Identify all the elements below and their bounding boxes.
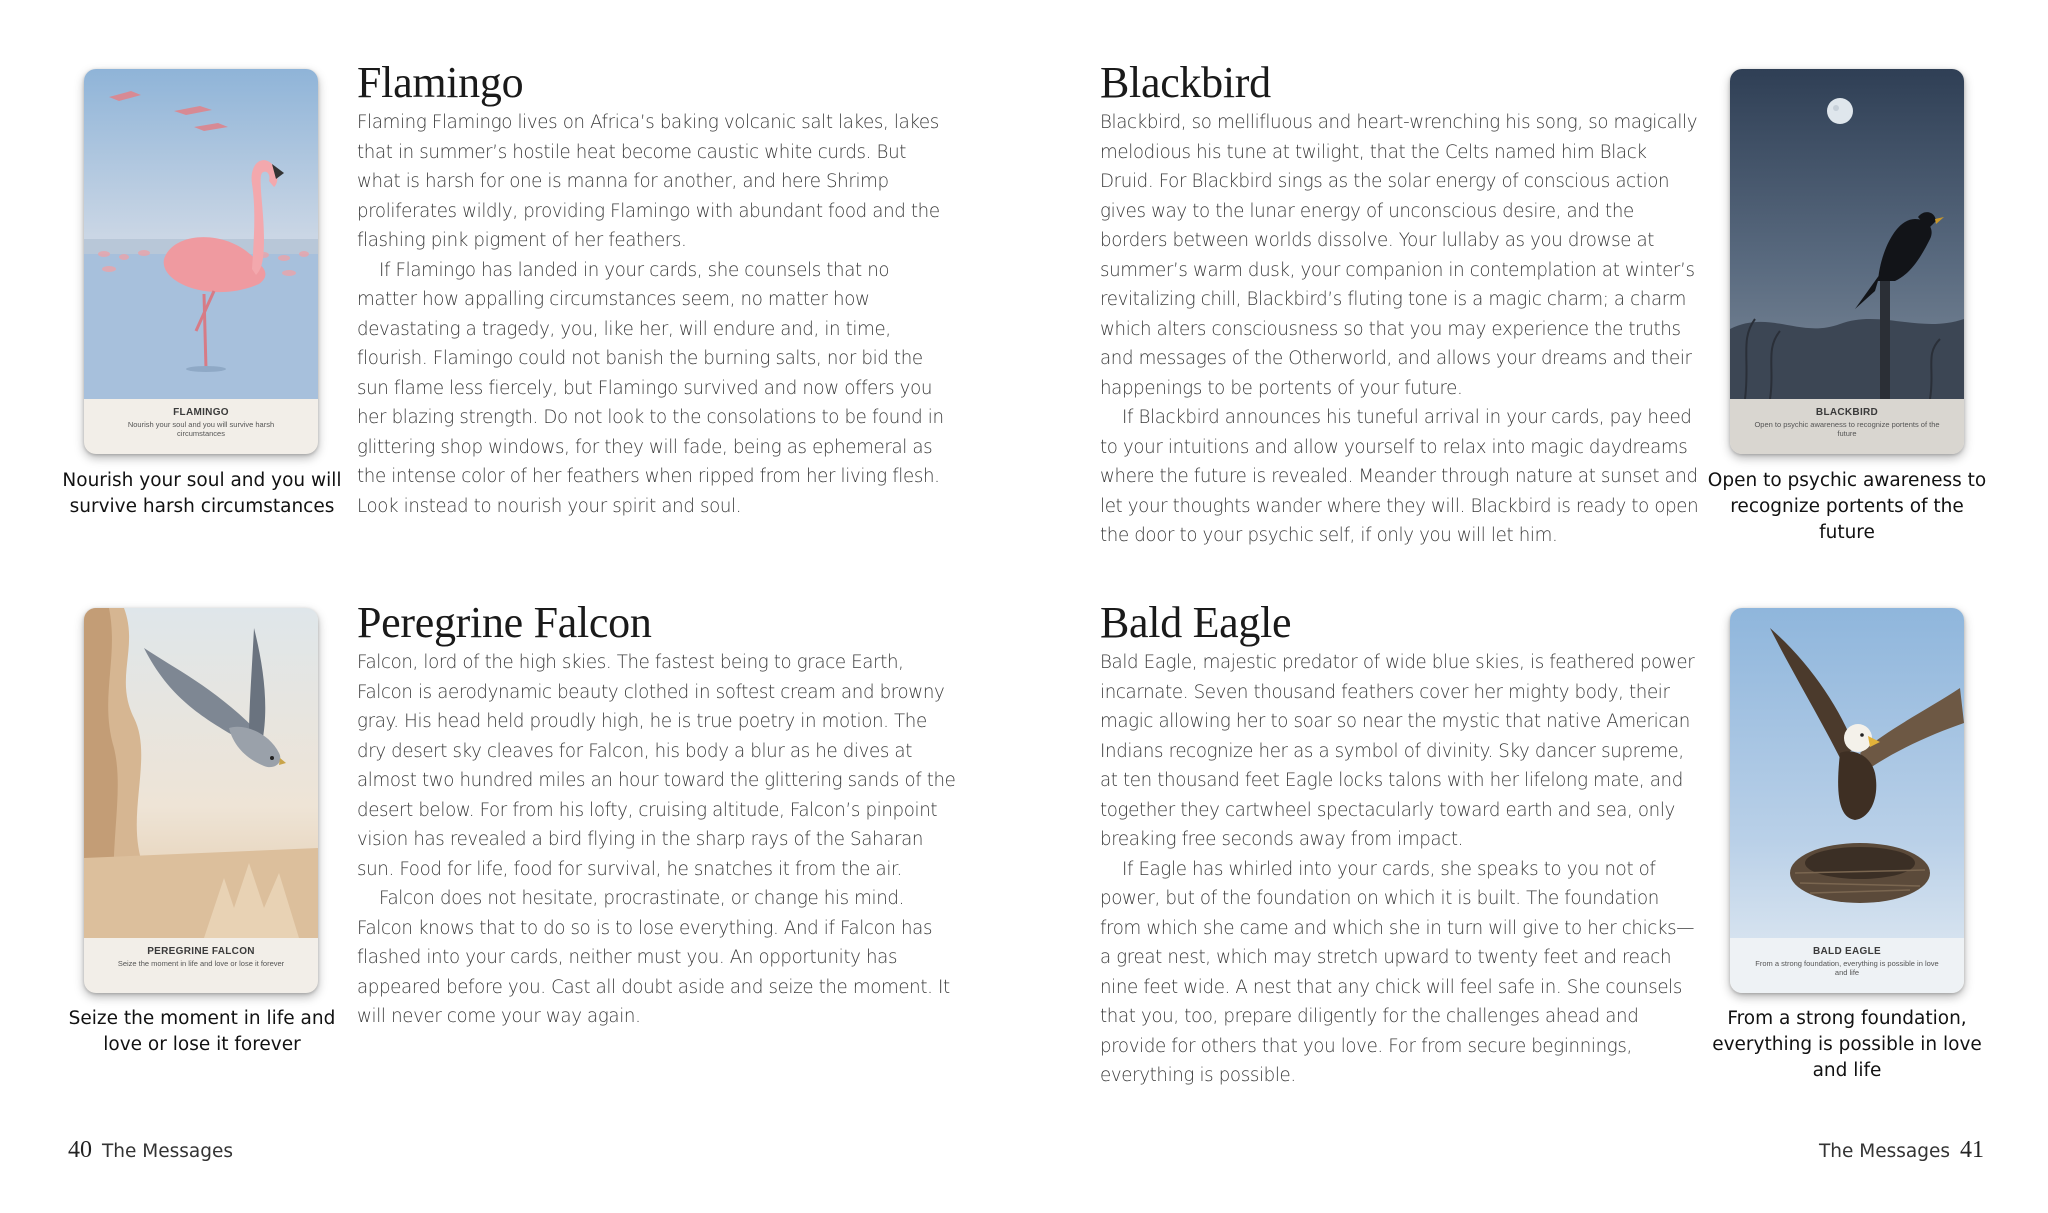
page-number: 41 bbox=[1960, 1137, 1984, 1163]
blackbird-entry bbox=[1100, 58, 1700, 551]
running-head: The Messages bbox=[102, 1141, 234, 1162]
flamingo-card-label bbox=[84, 399, 318, 454]
falcon-illustration bbox=[84, 608, 318, 938]
peregrine-falcon-entry bbox=[357, 598, 957, 1032]
entry-paragraph: Falcon does not hesitate, procrastinate, or change his mind. Falcon knows that to do so is to lose everything. And if Falcon has flashed into your cards, neither must you. An opportunity has appeared before you. Cast all doubt aside and seize the moment. It will never come your way again. bbox=[357, 888, 950, 1027]
flamingo-caption: Nourish your soul and you will survive harsh circumstances bbox=[62, 470, 342, 517]
blackbird-card-label bbox=[1730, 399, 1964, 454]
page-number: 40 bbox=[68, 1137, 92, 1163]
flamingo-entry bbox=[357, 58, 947, 521]
card-title: BALD EAGLE bbox=[1813, 946, 1881, 957]
card-subtitle: From a strong foundation, everything is possible in love and life bbox=[1755, 959, 1939, 977]
entry-title: Blackbird bbox=[1100, 58, 1271, 107]
blackbird-illustration bbox=[1730, 69, 1964, 399]
falcon-caption: Seize the moment in life and love or lose it forever bbox=[68, 1008, 336, 1055]
card-subtitle: Nourish your soul and you will survive harsh circumstances bbox=[127, 420, 275, 438]
card-subtitle: Seize the moment in life and love or lose it forever bbox=[117, 959, 285, 968]
blackbird-card bbox=[1730, 69, 1964, 454]
running-head: The Messages bbox=[1818, 1141, 1950, 1162]
bald-eagle-illustration bbox=[1730, 608, 1964, 938]
card-title: PEREGRINE FALCON bbox=[147, 946, 255, 957]
entry-paragraph: Bald Eagle, majestic predator of wide blue skies, is feathered power incarnate. Seven thousand feathers cover her mighty body, their magic allowing her to soar so near the mystic that native American Indians recognize her as a symbol of divinity. Sky dancer supreme, at ten thousand feet Eagle locks talons with her lifelong mate, and together they cartwheel spectacularly toward earth and sea, only breaking free seconds away from impact. bbox=[1100, 652, 1695, 850]
entry-paragraph: If Flamingo has landed in your cards, she counsels that no matter how appalling circumstances seem, no matter how devastating a tragedy, you, like her, will endure and, in time, flourish. Flamingo could not banish the burning salts, nor bid the sun flame less fiercely, but Flamingo survived and now offers you her blazing strength. Do not look to the consolations to be found in glittering shop windows, for they will fade, being as ephemeral as the intense color of her feathers when ripped from her living flesh. Look instead to nourish your spirit and soul. bbox=[357, 259, 944, 517]
entry-paragraph: If Eagle has whirled into your cards, she speaks to you not of power, but of the foundation on which it is built. The foundation from which she came and which she in turn will give to her chicks—a great nest, which may stretch upward to twenty feet and reach nine feet wide. A nest that any chick will feel safe in. She counsels that you, too, prepare diligently for the challenges ahead and provide for others that you love. For from secure beginnings, everything is possible. bbox=[1100, 858, 1695, 1086]
card-subtitle: Open to psychic awareness to recognize portents of the future bbox=[1754, 420, 1940, 438]
entry-title: Bald Eagle bbox=[1100, 598, 1292, 647]
entry-title: Flamingo bbox=[357, 58, 524, 107]
peregrine-falcon-card bbox=[84, 608, 318, 993]
card-title: BLACKBIRD bbox=[1815, 407, 1879, 418]
falcon-card-label bbox=[84, 938, 318, 993]
entry-paragraph: If Blackbird announces his tuneful arrival in your cards, pay heed to your intuitions and allow yourself to relax into magic daydreams where the future is revealed. Meander through nature at sunset and let your thoughts wander where they will. Blackbird is ready to open the door to your psychic self, if only you will let him. bbox=[1100, 407, 1699, 546]
left-folio bbox=[68, 1137, 233, 1164]
entry-title: Peregrine Falcon bbox=[357, 598, 652, 647]
entry-paragraph: Flaming Flamingo lives on Africa’s baking volcanic salt lakes, lakes that in summer’s hostile heat become caustic white curds. But what is harsh for one is manna for another, and here Shrimp proliferates wildly, providing Flamingo with abundant food and the flashing pink pigment of her feathers. bbox=[357, 112, 940, 251]
card-title: FLAMINGO bbox=[173, 407, 229, 418]
bald-eagle-card bbox=[1730, 608, 1964, 993]
blackbird-caption: Open to psychic awareness to recognize portents of the future bbox=[1707, 470, 1987, 543]
bald-eagle-entry bbox=[1100, 598, 1695, 1091]
bald-eagle-card-label bbox=[1730, 938, 1964, 993]
flamingo-card bbox=[84, 69, 318, 454]
entry-paragraph: Blackbird, so mellifluous and heart-wrenching his song, so magically melodious his tune at twilight, that the Celts named him Black Druid. For Blackbird sings as the solar energy of conscious action gives way to the lunar energy of unconscious desire, and the borders between worlds dissolve. Your lullaby as you drowse at summer’s warm dusk, your companion in contemplation at winter’s revitalizing chill, Blackbird’s fluting tone is a magic charm; a charm which alters consciousness so that you may experience the truths and messages of the Otherworld, and allows your dreams and their happenings to be portents of your future. bbox=[1100, 112, 1698, 399]
flamingo-illustration bbox=[84, 69, 318, 399]
entry-paragraph: Falcon, lord of the high skies. The fastest being to grace Earth, Falcon is aerodynamic beauty clothed in softest cream and browny gray. His head held proudly high, he is true poetry in motion. The dry desert sky cleaves for Falcon, his body a blur as he dives at almost two hundred miles an hour toward the glittering sands of the desert below. For from his lofty, cruising altitude, Falcon’s pinpoint vision has revealed a bird flying in the sharp rays of the Saharan sun. Food for life, food for survival, he snatches it from the air. bbox=[357, 652, 956, 880]
bald-eagle-caption: From a strong foundation, everything is possible in love and life bbox=[1712, 1008, 1982, 1081]
right-folio bbox=[1819, 1137, 1984, 1164]
